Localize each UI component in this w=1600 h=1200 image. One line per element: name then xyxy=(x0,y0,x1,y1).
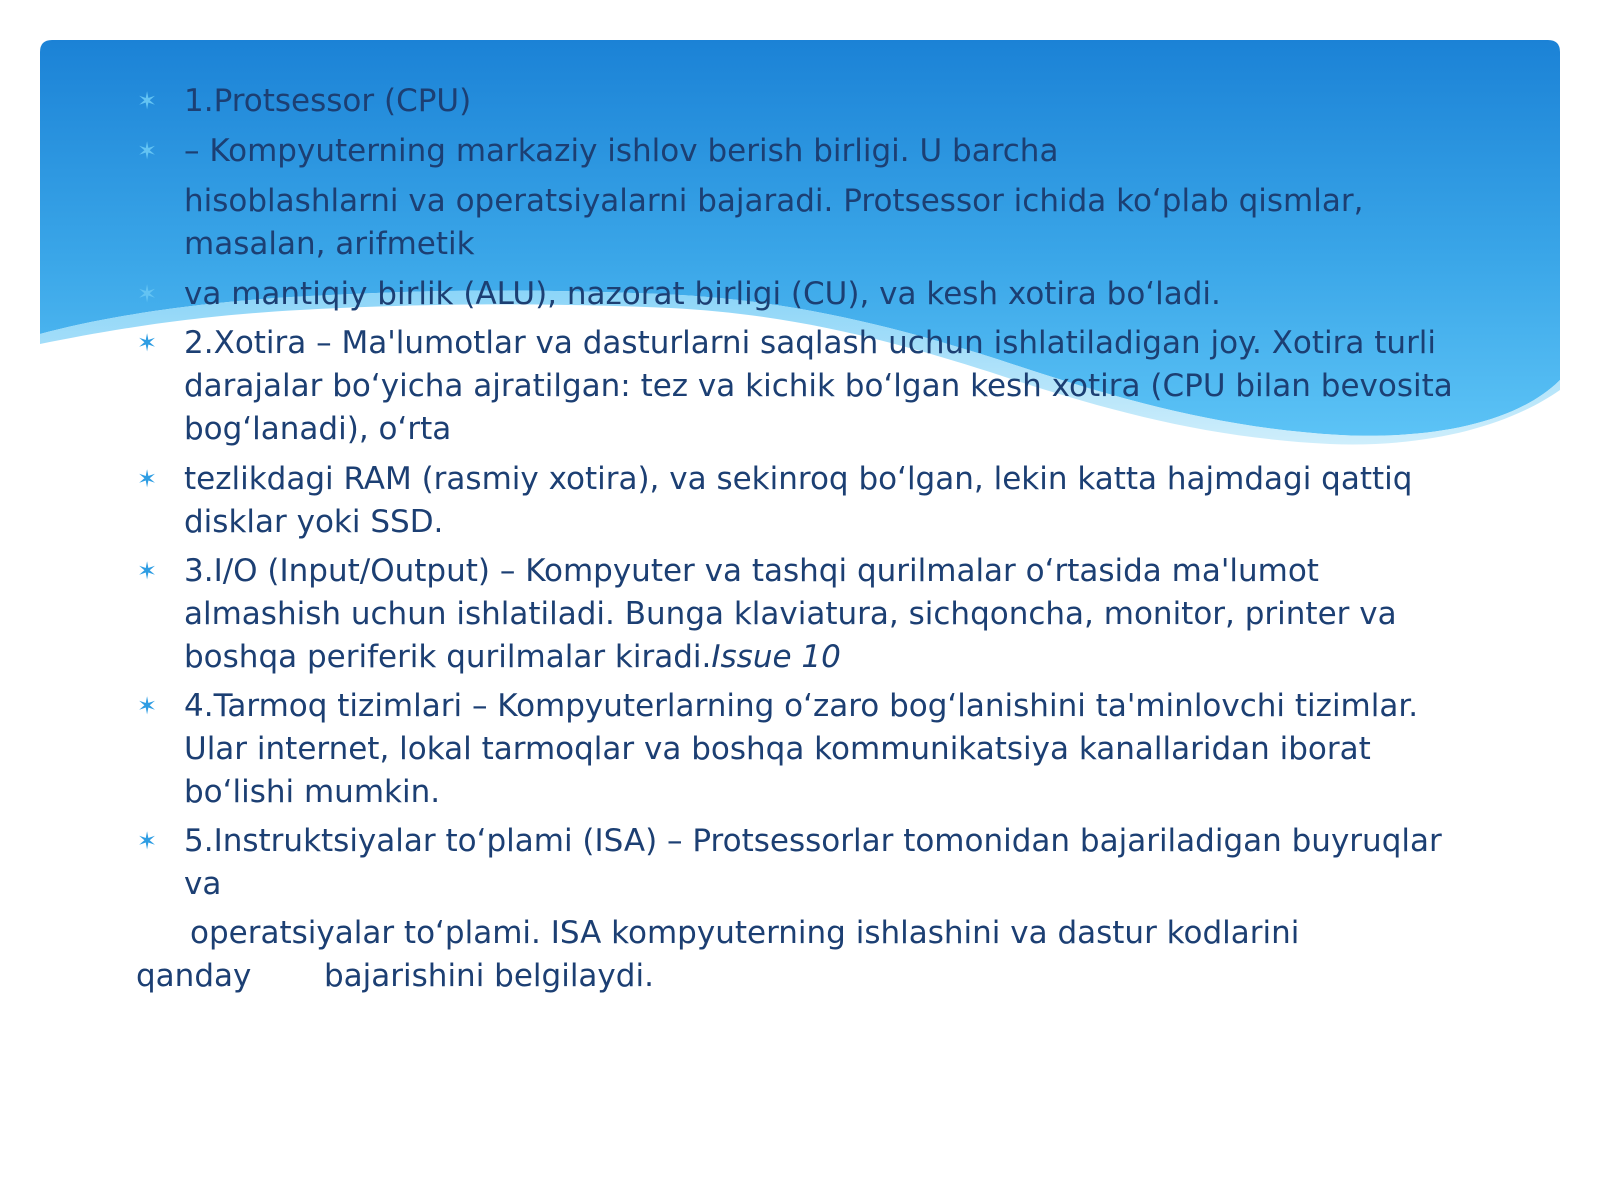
continuation-line xyxy=(324,955,654,998)
list-item-text: – Kompyuterning markaziy ishlov berish birligi. U barcha xyxy=(184,133,1059,169)
continuation-text: bajarishini belgilaydi. xyxy=(324,958,654,994)
list-item-text: 1.Protsessor (CPU) xyxy=(184,83,472,119)
continuation-line xyxy=(190,912,1299,955)
list-item-text: 4.Tarmoq tizimlari – Kompyuterlarning o‘zaro bog‘lanishini ta'minlovchi tizimlar. Ular internet, lokal tarmoqlar va boshqa kommunikatsiya kanallaridan iborat bo‘lishi mumkin. xyxy=(184,688,1419,810)
list-item xyxy=(184,273,1454,316)
list-item xyxy=(184,550,1454,679)
list-item-text: hisoblashlarni va operatsiyalarni bajaradi. Protsessor ichida ko‘plab qismlar, masalan, arifmetik xyxy=(184,183,1364,262)
asterisk-bullet-icon: ✶ xyxy=(136,692,158,720)
asterisk-bullet-icon: ✶ xyxy=(136,827,158,855)
list-item xyxy=(184,80,1454,123)
continuation-line xyxy=(136,955,251,998)
issue-label: Issue 10 xyxy=(711,639,841,675)
list-item xyxy=(184,180,1454,266)
asterisk-bullet-icon: ✶ xyxy=(136,280,158,308)
list-item-text: 2.Xotira – Ma'lumotlar va dasturlarni saqlash uchun ishlatiladigan joy. Xotira turli darajalar bo‘yicha ajratilgan: tez va kichik bo‘lgan kesh xotira (CPU bilan bevosita bog‘lanadi), o‘rta xyxy=(184,325,1453,447)
list-item xyxy=(184,130,1454,173)
list-item xyxy=(184,458,1454,544)
list-item-text: 3.I/O (Input/Output) – Kompyuter va tashqi qurilmalar o‘rtasida ma'lumot almashish uchun ishlatiladi. Bunga klaviatura, sichqoncha, monitor, printer va boshqa periferik qurilmalar kiradi. xyxy=(184,553,1397,675)
asterisk-bullet-icon: ✶ xyxy=(136,87,158,115)
list-item xyxy=(184,322,1454,451)
asterisk-bullet-icon: ✶ xyxy=(136,137,158,165)
asterisk-bullet-icon: ✶ xyxy=(136,557,158,585)
asterisk-bullet-icon: ✶ xyxy=(136,465,158,493)
continuation-text: qanday xyxy=(136,958,252,994)
list-item xyxy=(184,685,1454,814)
continuation-text: operatsiyalar to‘plami. ISA kompyuterning ishlashini va dastur kodlarini xyxy=(190,915,1300,951)
list-item-text: tezlikdagi RAM (rasmiy xotira), va sekinroq bo‘lgan, lekin katta hajmdagi qattiq disklar yoki SSD. xyxy=(184,461,1413,540)
asterisk-bullet-icon: ✶ xyxy=(136,329,158,357)
list-item-text: 5.Instruktsiyalar to‘plami (ISA) – Protsessorlar tomonidan bajariladigan buyruqlar va xyxy=(184,823,1442,902)
list-item-text: va mantiqiy birlik (ALU), nazorat birligi (CU), va kesh xotira bo‘ladi. xyxy=(184,276,1221,312)
list-item xyxy=(184,820,1454,906)
